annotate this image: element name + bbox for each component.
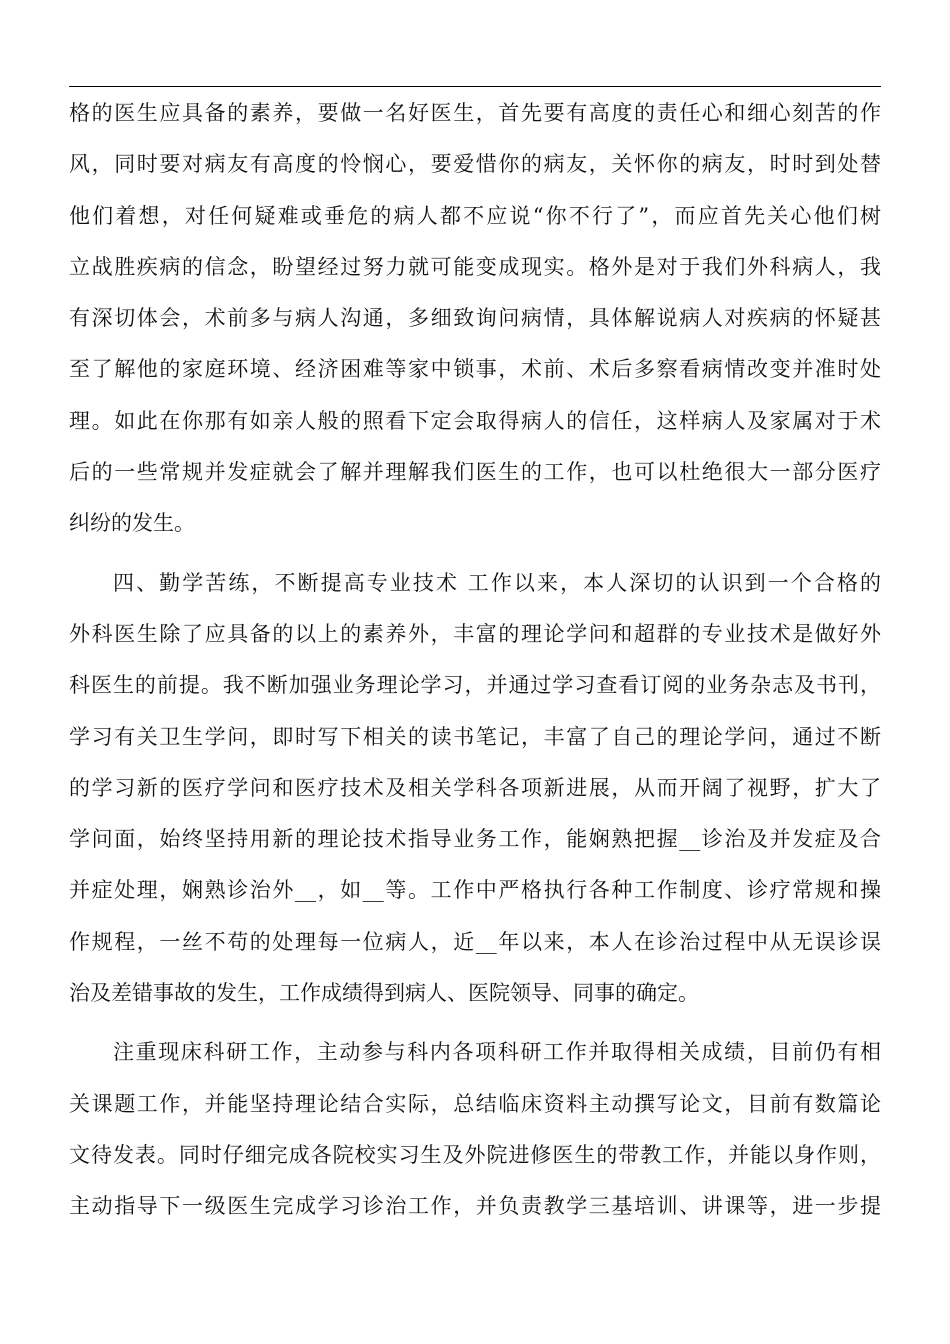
text-line: 学问面，始终坚持用新的理论技术指导业务工作，能娴熟把握__诊治及并发症及合: [69, 827, 881, 852]
text-line: 理。如此在你那有如亲人般的照看下定会取得病人的信任，这样病人及家属对于术: [69, 408, 881, 433]
text-line: 的学习新的医疗学问和医疗技术及相关学科各项新进展，从而开阔了视野，扩大了: [69, 775, 881, 800]
text-line: 有深切体会，术前多与病人沟通，多细致询问病情，具体解说病人对疾病的怀疑甚: [69, 306, 881, 331]
text-line: 外科医生除了应具备的以上的素养外，丰富的理论学问和超群的专业技术是做好外: [69, 621, 881, 646]
paragraph-3: [69, 1027, 881, 1232]
text-line: 注重现床科研工作，主动参与科内各项科研工作并取得相关成绩，目前仍有相: [113, 1040, 881, 1065]
document-body: [69, 88, 881, 1233]
text-line: 科医生的前提。我不断加强业务理论学习，并通过学习查看订阅的业务杂志及书刊，: [69, 673, 881, 698]
text-line: 学习有关卫生学问，即时写下相关的读书笔记，丰富了自己的理论学问，通过不断: [69, 724, 881, 749]
text-line: 并症处理，娴熟诊治外__，如__等。工作中严格执行各种工作制度、诊疗常规和操: [69, 878, 881, 903]
text-line: 治及差错事故的发生，工作成绩得到病人、医院领导、同事的确定。: [69, 981, 699, 1006]
text-line: 作规程，一丝不苟的处理每一位病人，近__年以来，本人在诊治过程中从无误诊误: [69, 929, 881, 954]
paragraph-2: [69, 558, 881, 1020]
text-line: 主动指导下一级医生完成学习诊治工作，并负责教学三基培训、讲课等，进一步提: [69, 1194, 881, 1219]
text-line: 文待发表。同时仔细完成各院校实习生及外院进修医生的带教工作，并能以身作则，: [69, 1142, 881, 1167]
text-line: 至了解他的家庭环境、经济困难等家中锁事，术前、术后多察看病情改变并准时处: [69, 357, 881, 382]
header-rule: [69, 86, 881, 87]
text-line: 关课题工作，并能坚持理论结合实际，总结临床资料主动撰写论文，目前有数篇论: [69, 1091, 881, 1116]
text-line: 立战胜疾病的信念，盼望经过努力就可能变成现实。格外是对于我们外科病人，我: [69, 254, 881, 279]
text-line: 纠纷的发生。: [69, 511, 195, 536]
text-line: 四、勤学苦练，不断提高专业技术 工作以来，本人深切的认识到一个合格的: [113, 570, 881, 595]
text-line: 风，同时要对病友有高度的怜悯心，要爱惜你的病友，关怀你的病友，时时到处替: [69, 152, 881, 177]
paragraph-1: [69, 88, 881, 550]
text-line: 后的一些常规并发症就会了解并理解我们医生的工作，也可以杜绝很大一部分医疗: [69, 460, 881, 485]
text-line: 他们着想，对任何疑难或垂危的病人都不应说“你不行了”，而应首先关心他们树: [69, 203, 881, 228]
text-line: 格的医生应具备的素养，要做一名好医生，首先要有高度的责任心和细心刻苦的作: [69, 101, 881, 125]
